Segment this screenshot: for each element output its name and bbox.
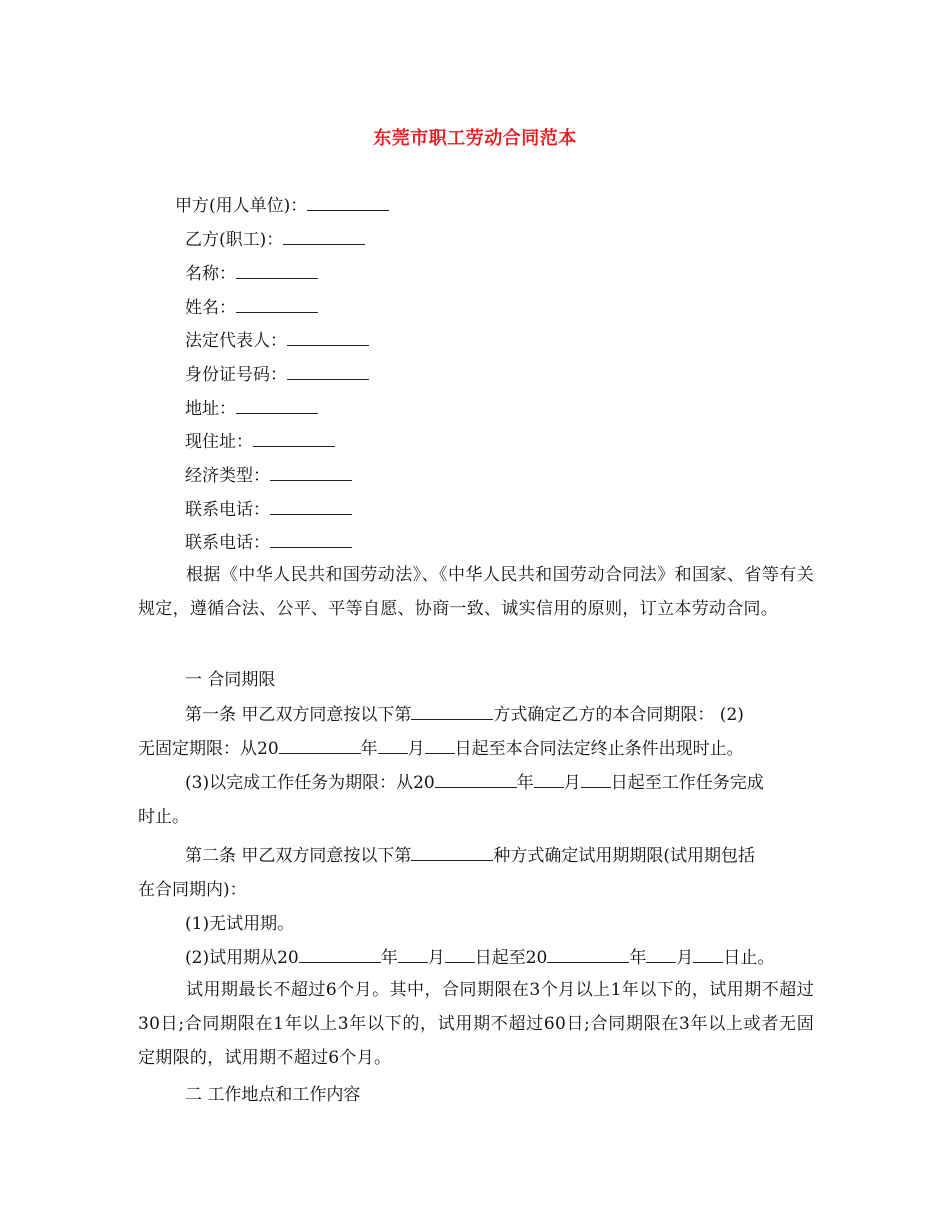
article-1-line-2 bbox=[138, 737, 744, 761]
text-segment: 方式确定乙方的本合同期限： (2) bbox=[493, 705, 744, 725]
section-heading-2: 二 工作地点和工作内容 bbox=[185, 1085, 361, 1105]
section-heading-1: 一 合同期限 bbox=[185, 670, 276, 690]
field-employee bbox=[185, 229, 365, 251]
field-label: 现住址： bbox=[185, 432, 253, 452]
fill-blank bbox=[236, 264, 318, 279]
trial-option-1: (1)无试用期。 bbox=[185, 914, 295, 934]
article-2-line-1 bbox=[185, 844, 755, 868]
text-segment: 第一条 甲乙双方同意按以下第 bbox=[185, 705, 412, 725]
field-name-org bbox=[185, 263, 318, 285]
fill-blank bbox=[279, 739, 361, 754]
fill-blank bbox=[270, 466, 352, 481]
field-label: 名称： bbox=[185, 264, 236, 284]
fill-blank bbox=[307, 196, 389, 211]
field-current-address bbox=[185, 431, 335, 453]
fill-blank bbox=[287, 331, 369, 346]
fill-blank bbox=[270, 533, 352, 548]
field-employer bbox=[175, 195, 389, 217]
field-name-person bbox=[185, 297, 318, 319]
field-label: 甲方(用人单位)： bbox=[175, 196, 308, 216]
text-segment: 月 bbox=[427, 948, 445, 968]
fill-blank bbox=[398, 948, 428, 963]
text-segment: 日止。 bbox=[723, 948, 775, 968]
text-segment: 月 bbox=[407, 739, 425, 759]
field-phone-2 bbox=[185, 532, 352, 554]
fill-blank bbox=[445, 948, 475, 963]
text-segment: 年 bbox=[380, 948, 398, 968]
text-segment: 日起至工作任务完成 bbox=[610, 773, 764, 793]
trial-option-2 bbox=[185, 946, 774, 970]
text-segment: (3)以完成工作任务为期限：从20 bbox=[185, 773, 435, 793]
fill-blank bbox=[581, 773, 611, 788]
item-3-line-2: 时止。 bbox=[138, 807, 189, 827]
text-segment: 月 bbox=[563, 773, 581, 793]
text-segment: 月 bbox=[676, 948, 694, 968]
text-segment: 第二条 甲乙双方同意按以下第 bbox=[185, 846, 412, 866]
fill-blank bbox=[283, 230, 365, 245]
fill-blank bbox=[534, 773, 564, 788]
fill-blank bbox=[547, 948, 629, 963]
fill-blank bbox=[425, 739, 455, 754]
trial-note-paragraph: 试用期最长不超过6个月。其中，合同期限在3个月以上1年以下的，试用期不超过30日;合同期限在1年以上3年以下的，试用期不超过60日;合同期限在3年以上或者无固定期限的，试用期不超过6个月。 bbox=[138, 980, 814, 1068]
text-segment: 无固定期限：从20 bbox=[138, 739, 279, 759]
field-address bbox=[185, 398, 318, 420]
article-1-line-1 bbox=[185, 703, 744, 727]
fill-blank bbox=[411, 705, 493, 720]
fill-blank bbox=[693, 948, 723, 963]
text-segment: 种方式确定试用期期限(试用期包括 bbox=[493, 846, 756, 866]
fill-blank bbox=[236, 298, 318, 313]
field-label: 姓名： bbox=[185, 298, 236, 318]
field-phone-1 bbox=[185, 499, 352, 521]
fill-blank bbox=[411, 846, 493, 861]
fill-blank bbox=[253, 432, 335, 447]
text-segment: 日起至本合同法定终止条件出现时止。 bbox=[454, 739, 744, 759]
fill-blank bbox=[435, 773, 517, 788]
fill-blank bbox=[646, 948, 676, 963]
field-label: 地址： bbox=[185, 399, 236, 419]
field-label: 经济类型： bbox=[185, 466, 270, 486]
article-2-line-2: 在合同期内)： bbox=[138, 880, 247, 900]
field-label: 乙方(职工)： bbox=[185, 230, 284, 250]
text-segment: 年 bbox=[360, 739, 378, 759]
field-economic-type bbox=[185, 465, 352, 487]
fill-blank bbox=[270, 500, 352, 515]
fill-blank bbox=[299, 948, 381, 963]
item-3-line-1 bbox=[185, 771, 764, 795]
field-label: 身份证号码： bbox=[185, 365, 287, 385]
fill-blank bbox=[236, 399, 318, 414]
field-label: 联系电话： bbox=[185, 500, 270, 520]
fill-blank bbox=[378, 739, 408, 754]
field-id-number bbox=[185, 364, 369, 386]
field-label: 法定代表人： bbox=[185, 331, 287, 351]
text-segment: (2)试用期从20 bbox=[185, 948, 299, 968]
document-title: 东莞市职工劳动合同范本 bbox=[373, 128, 577, 149]
text-segment: 年 bbox=[629, 948, 647, 968]
intro-paragraph: 根据《中华人民共和国劳动法》、《中华人民共和国劳动合同法》和国家、省等有关规定，遵循合法、公平、平等自愿、协商一致、诚实信用的原则，订立本劳动合同。 bbox=[138, 565, 814, 619]
field-label: 联系电话： bbox=[185, 533, 270, 553]
text-segment: 日起至20 bbox=[474, 948, 548, 968]
text-segment: 年 bbox=[516, 773, 534, 793]
fill-blank bbox=[287, 365, 369, 380]
field-legal-rep bbox=[185, 330, 369, 352]
